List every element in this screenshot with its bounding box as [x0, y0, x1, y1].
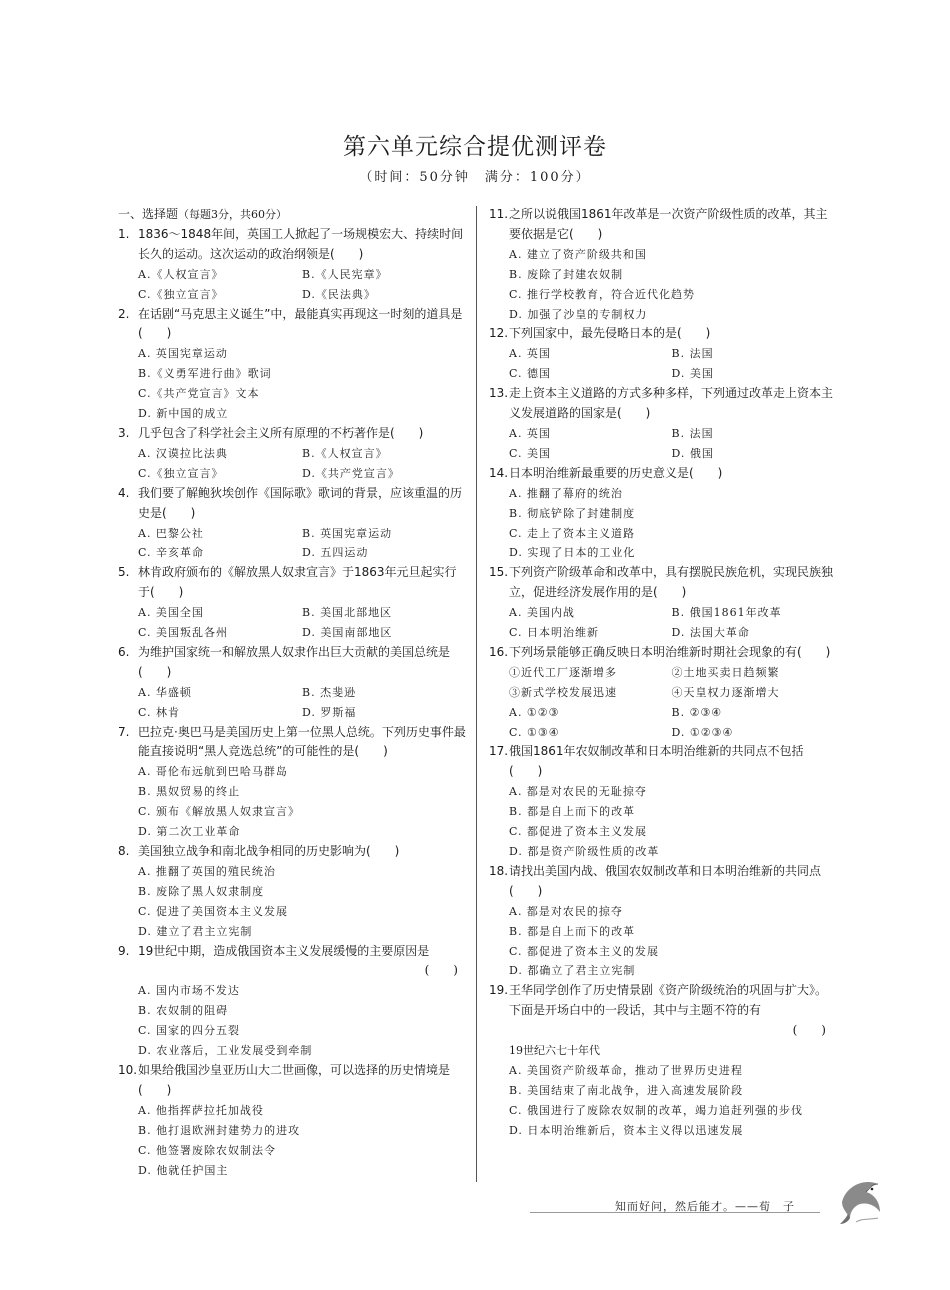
question-number: 12.	[489, 326, 509, 341]
question-text: 美国独立战争和南北战争相同的历史影响为( )	[138, 844, 400, 858]
option-list	[489, 1061, 834, 1141]
option-item: B. 都是自上而下的改革	[509, 805, 636, 819]
question-text: 几乎包含了科学社会主义所有原理的不朽著作是( )	[138, 425, 424, 440]
question-text: 在话剧“马克思主义诞生”中，最能真实再现这一时刻的道具是( )	[138, 306, 463, 341]
question-text: 日本明治维新最重要的历史意义是( )	[509, 465, 723, 480]
question-stem	[118, 305, 466, 345]
question-number: 19.	[489, 983, 509, 998]
question-stem	[118, 942, 466, 962]
dolphin-icon	[836, 1172, 886, 1226]
option-list	[118, 683, 466, 723]
option-item: C. 德国	[509, 367, 552, 381]
question-number: 2.	[118, 306, 130, 321]
option-list	[118, 265, 466, 305]
option-item: C. 他签署废除农奴制法令	[138, 1143, 277, 1157]
question-stem	[489, 981, 834, 1021]
option-item: A. 汉谟拉比法典	[138, 446, 228, 460]
question-item	[489, 981, 834, 1140]
question-item	[489, 563, 834, 643]
option-item: D. 农业落后，工业发展受到牵制	[138, 1044, 313, 1058]
question-item	[489, 384, 834, 464]
question-stem	[489, 464, 834, 484]
question-text: 如果给俄国沙皇亚历山大二世画像，可以选择的历史情境是( )	[138, 1062, 451, 1097]
option-item: A. 美国内战	[509, 606, 575, 620]
option-item: C. 俄国进行了废除农奴制的改革，竭力追赶列强的步伐	[509, 1103, 804, 1117]
option-item: C. ①③④	[509, 725, 560, 739]
option-item: A. 巴黎公社	[138, 526, 204, 540]
option-list	[489, 484, 834, 564]
option-list	[489, 245, 834, 325]
option-item: D. 他就任护国主	[138, 1163, 229, 1177]
option-item: A. 美国全国	[138, 606, 204, 620]
question-number: 3.	[118, 425, 130, 440]
option-item: A. 哥伦布远航到巴哈马群岛	[138, 765, 288, 779]
option-list	[118, 444, 466, 484]
option-list	[118, 603, 466, 643]
option-item: C. 都促进了资本主义的发展	[509, 944, 660, 958]
question-number: 10.	[118, 1062, 138, 1077]
option-item: B.《义勇军进行曲》歌词	[138, 367, 272, 381]
option-item: B. 美国结束了南北战争，进入高速发展阶段	[509, 1083, 744, 1097]
question-item	[118, 484, 466, 564]
question-number: 18.	[489, 863, 509, 878]
question-text: 19世纪中期，造成俄国资本主义发展缓慢的主要原因是	[138, 943, 430, 958]
option-item: C. 美国	[509, 446, 552, 460]
question-text: 为维护国家统一和解放黑人奴隶作出巨大贡献的美国总统是( )	[138, 644, 451, 679]
option-item: C. 美国叛乱各州	[138, 626, 229, 640]
option-item: D. ①②③④	[671, 725, 734, 739]
option-item: D. 实现了日本的工业化	[509, 546, 636, 560]
option-item: D.《共产党宣言》	[302, 466, 400, 480]
question-item	[118, 643, 466, 723]
option-item: B. 美国北部地区	[302, 606, 393, 620]
option-item: A. 都是对农民的无耻掠夺	[509, 785, 647, 799]
question-text: 俄国1861年农奴制改革和日本明治维新的共同点不包括( )	[509, 744, 804, 779]
option-item: A. 美国资产阶级革命，推动了世界历史进程	[509, 1063, 743, 1077]
scene-line: 19世纪六七十年代	[509, 1044, 600, 1058]
option-item: A. 华盛顿	[138, 685, 192, 699]
option-item: A. 他指挥萨拉托加战役	[138, 1103, 264, 1117]
option-list	[118, 524, 466, 564]
question-text: 走上资本主义道路的方式多种多样，下列通过改革走上资本主义发展道路的国家是( )	[509, 386, 834, 421]
question-stem	[489, 862, 834, 902]
option-item: C. 都促进了资本主义发展	[509, 825, 648, 839]
option-item: B. 黑奴贸易的终止	[138, 785, 241, 799]
page-subtitle: （时间：50分钟 满分：100分）	[359, 170, 591, 185]
answer-blank: ( )	[792, 1023, 826, 1038]
question-item	[118, 305, 466, 424]
option-item: C.《独立宣言》	[138, 287, 224, 301]
option-list	[489, 344, 834, 384]
question-item	[118, 723, 466, 842]
option-list	[489, 603, 834, 643]
option-item: B. 法国	[671, 347, 714, 361]
option-item: D. 日本明治维新后，资本主义得以迅速发展	[509, 1123, 744, 1137]
question-item	[118, 424, 466, 484]
option-item: D. 美国南部地区	[302, 626, 393, 640]
option-item: C. 促进了美国资本主义发展	[138, 904, 289, 918]
question-number: 8.	[118, 844, 130, 858]
question-stem	[489, 205, 834, 245]
option-item: D. 法国大革命	[671, 626, 750, 640]
option-item: C. 走上了资本主义道路	[509, 526, 636, 540]
question-number: 6.	[118, 644, 130, 659]
question-number: 5.	[118, 565, 130, 580]
question-number: 11.	[489, 207, 509, 221]
option-item: A. 推翻了幕府的统治	[509, 486, 623, 500]
statement-list	[489, 663, 834, 703]
question-number: 16.	[489, 644, 509, 659]
option-list	[489, 782, 834, 862]
question-item	[489, 324, 834, 384]
option-item: A. 建立了资产阶级共和国	[509, 247, 647, 261]
option-list	[118, 762, 466, 842]
question-item	[489, 643, 834, 743]
question-number: 14.	[489, 465, 509, 480]
column-divider	[476, 206, 477, 1182]
question-text: 之所以说俄国1861年改革是一次资产阶级性质的改革，其主要依据是它( )	[509, 207, 828, 241]
question-stem	[489, 324, 834, 344]
option-item: D. 俄国	[671, 446, 714, 460]
question-text: 下列国家中，最先侵略日本的是( )	[509, 326, 711, 341]
option-item: D. 罗斯福	[302, 705, 357, 719]
section-heading	[118, 205, 466, 225]
option-item: D. 美国	[671, 367, 714, 381]
question-text: 请找出美国内战、俄国农奴制改革和日本明治维新的共同点( )	[509, 863, 822, 898]
statement-item: ②土地买卖日趋频繁	[671, 665, 780, 679]
question-stem	[118, 842, 466, 862]
question-item	[118, 1061, 466, 1180]
option-item: D. 新中国的成立	[138, 407, 229, 421]
question-stem	[489, 643, 834, 663]
option-item: B. 农奴制的阻碍	[138, 1004, 229, 1018]
question-text: 下列场景能够正确反映日本明治维新时期社会现象的有( )	[509, 644, 831, 659]
page-title: 第六单元综合提优测评卷	[343, 134, 607, 160]
question-stem	[489, 563, 834, 603]
option-item: B.《人权宣言》	[302, 446, 388, 460]
option-item: D. 都确立了君主立宪制	[509, 964, 636, 978]
question-item	[489, 464, 834, 564]
question-item	[118, 942, 466, 1061]
question-item	[489, 862, 834, 981]
option-item: A. 英国宪章运动	[138, 347, 228, 361]
option-item: A. 都是对农民的掠夺	[509, 904, 623, 918]
question-stem	[118, 563, 466, 603]
option-item: A. 推翻了英国的殖民统治	[138, 864, 276, 878]
question-number: 7.	[118, 724, 130, 739]
statement-item: ③新式学校发展迅速	[509, 685, 617, 699]
statement-item: ④天皇权力逐渐增大	[671, 685, 780, 699]
option-item: C. 推行学校教育，符合近代化趋势	[509, 287, 696, 301]
question-stem	[489, 742, 834, 782]
question-text: 林肯政府颁布的《解放黑人奴隶宣言》于1863年元旦起实行于( )	[138, 565, 457, 600]
option-item: B. 他打退欧洲封建势力的进攻	[138, 1123, 301, 1137]
question-number: 4.	[118, 485, 130, 500]
option-item: B. 废除了黑人奴隶制度	[138, 884, 265, 898]
option-item: C. 林肯	[138, 705, 181, 719]
question-text: 巴拉克·奥巴马是美国历史上第一位黑人总统。下列历史事件最能直接说明“黑人竞选总统”的可能性的是( )	[138, 724, 466, 759]
question-stem	[118, 424, 466, 444]
section-title: 一、选择题	[118, 207, 179, 221]
option-item: A.《人权宣言》	[138, 267, 224, 281]
option-item: B. 废除了封建农奴制	[509, 267, 624, 281]
option-item: A. 国内市场不发达	[138, 984, 240, 998]
question-number: 1.	[118, 226, 130, 241]
question-stem	[118, 225, 466, 265]
option-list	[118, 344, 466, 424]
question-item	[489, 205, 834, 324]
option-item: B. ②③④	[671, 705, 723, 719]
option-item: D. 第二次工业革命	[138, 825, 241, 839]
option-item: C.《共产党宣言》文本	[138, 387, 260, 401]
option-item: B. 彻底铲除了封建制度	[509, 506, 636, 520]
question-text: 王华同学创作了历史情景剧《资产阶级统治的巩固与扩大》。下面是开场白中的一段话，其中与主题不符的有	[509, 983, 828, 1018]
option-list	[118, 1101, 466, 1181]
question-number: 13.	[489, 386, 509, 401]
question-stem	[118, 723, 466, 763]
option-item: A. 英国	[509, 426, 551, 440]
option-item: D.《民法典》	[302, 287, 376, 301]
option-item: B. 俄国1861年改革	[671, 606, 782, 620]
question-text: 下列资产阶级革命和改革中，具有摆脱民族危机，实现民族独立，促进经济发展作用的是( )	[509, 565, 834, 600]
question-item	[118, 563, 466, 643]
option-list	[118, 862, 466, 942]
statement-item: ①近代工厂逐渐增多	[509, 665, 617, 679]
right-column	[489, 205, 834, 1141]
question-item	[118, 225, 466, 305]
question-number: 15.	[489, 565, 509, 580]
option-item: D. 五四运动	[302, 546, 369, 560]
question-number: 9.	[118, 943, 130, 958]
option-list	[489, 902, 834, 982]
section-note: （每题3分，共60分）	[178, 208, 288, 221]
footer	[530, 1200, 830, 1230]
question-stem	[118, 1061, 466, 1101]
option-item: C. 颁布《解放黑人奴隶宣言》	[138, 805, 301, 819]
option-item: B. 英国宪章运动	[302, 526, 393, 540]
question-stem	[118, 643, 466, 683]
option-item: B.《人民宪章》	[302, 267, 388, 281]
question-item	[489, 742, 834, 861]
option-item: B. 都是自上而下的改革	[509, 924, 636, 938]
option-item: B. 法国	[671, 426, 714, 440]
option-item: A. ①②③	[509, 705, 560, 719]
question-stem	[489, 384, 834, 424]
option-item: D. 都是资产阶级性质的改革	[509, 845, 660, 858]
question-item	[118, 842, 466, 942]
question-text: 1836～1848年间，英国工人掀起了一场规模宏大、持续时间长久的运动。这次运动的政治纲领是( )	[138, 226, 464, 261]
option-item: C.《独立宣言》	[138, 466, 224, 480]
footer-quote: 知而好问，然后能才。——荀 子	[615, 1200, 795, 1213]
option-item: D. 建立了君主立宪制	[138, 924, 253, 938]
question-text: 我们要了解鲍狄埃创作《国际歌》歌词的背景，应该重温的历史是( )	[138, 485, 463, 520]
option-list	[118, 981, 466, 1061]
option-item: C. 国家的四分五裂	[138, 1024, 241, 1038]
question-stem	[118, 484, 466, 524]
question-number: 17.	[489, 744, 509, 759]
option-item: C. 日本明治维新	[509, 626, 600, 640]
option-list	[489, 703, 834, 743]
option-item: B. 杰斐逊	[302, 685, 357, 699]
option-item: C. 辛亥革命	[138, 546, 205, 560]
option-item: A. 英国	[509, 347, 551, 361]
answer-blank: ( )	[424, 963, 458, 978]
left-column	[118, 205, 466, 1180]
option-list	[489, 424, 834, 464]
option-item: D. 加强了沙皇的专制权力	[509, 307, 648, 321]
